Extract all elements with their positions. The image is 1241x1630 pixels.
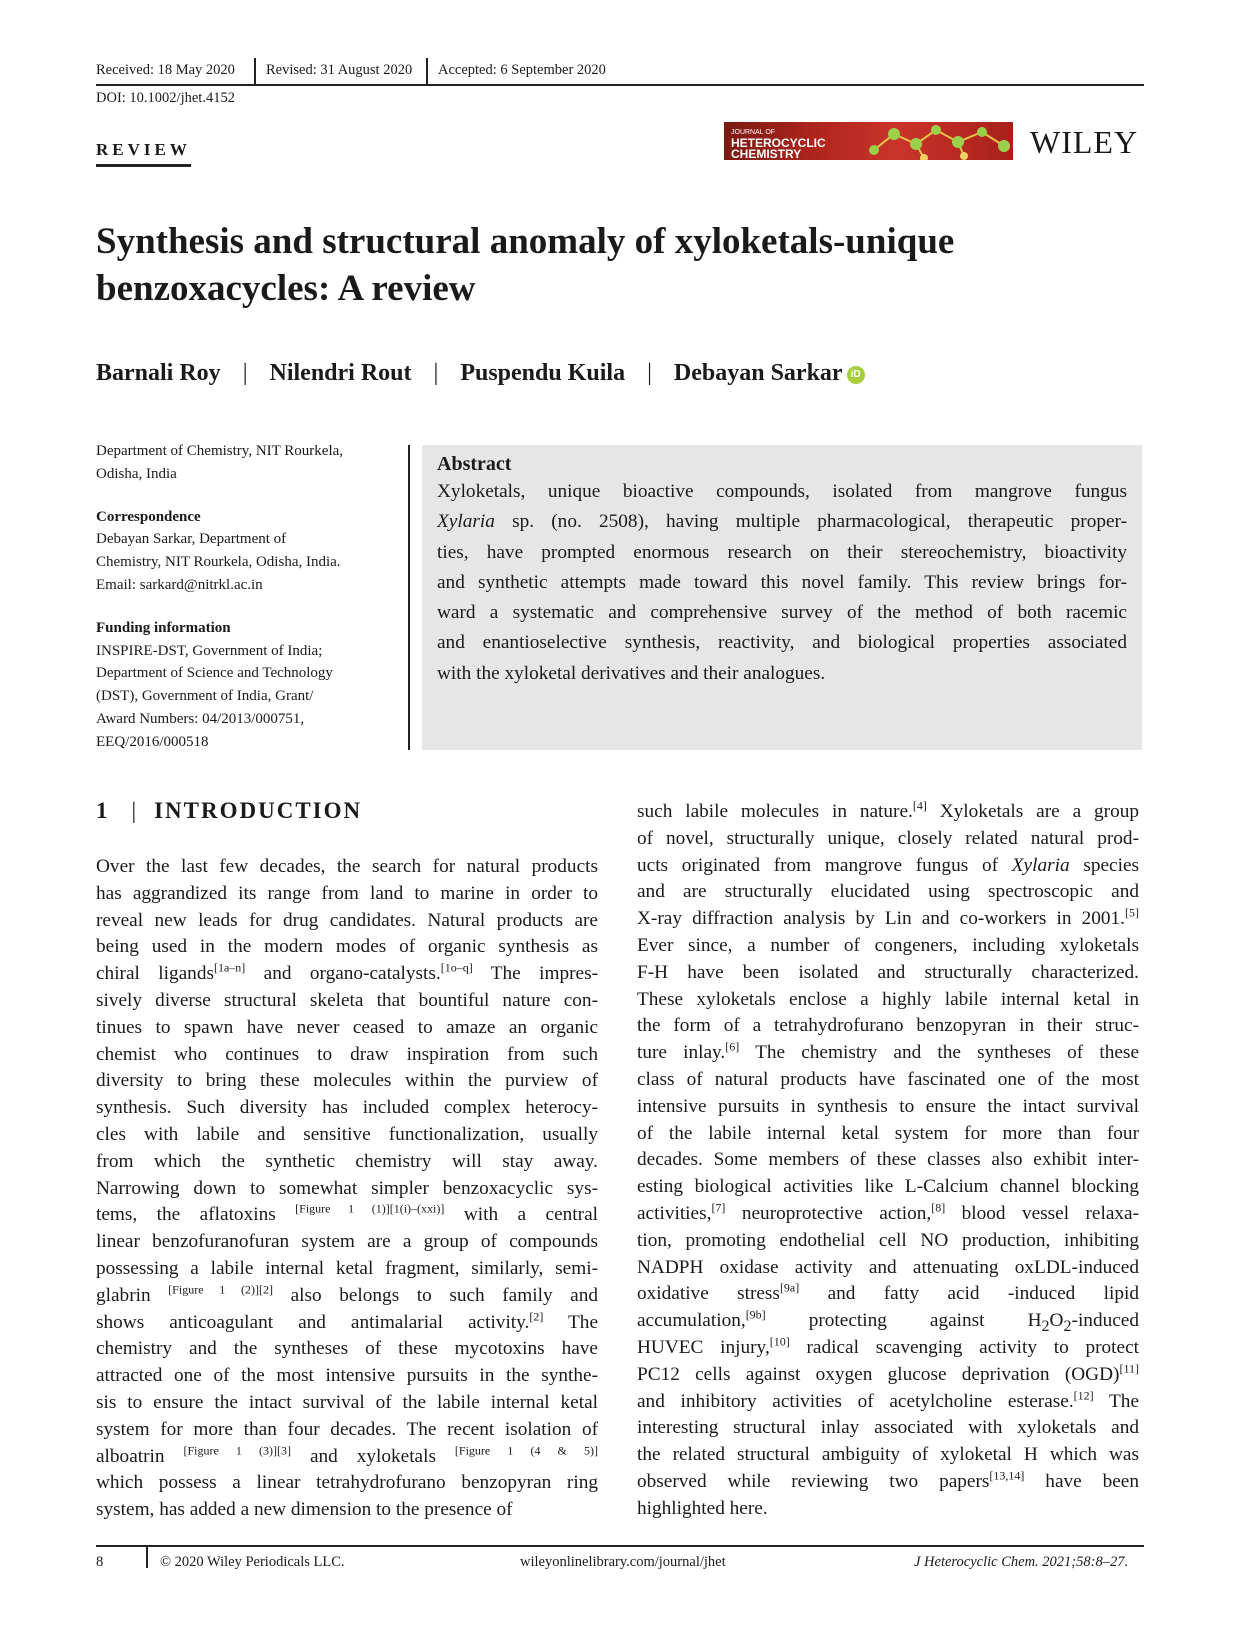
text-line: which possess a linear tetrahydrofurano benzopyran ring bbox=[96, 1472, 598, 1494]
journal-logo-small: JOURNAL OF bbox=[731, 129, 776, 136]
text-line: oxidative stress[9a] and fatty acid -induced lipid bbox=[637, 1280, 1140, 1305]
text-line: F-H have been isolated and structurally characterized. bbox=[637, 961, 1139, 983]
affiliation: Department of Chemistry, NIT Rourkela, Odisha, India bbox=[96, 443, 344, 482]
text-line: linear benzofuranofuran system are a group of compounds bbox=[96, 1231, 598, 1253]
citation: J Heterocyclic Chem. 2021;58:8–27. bbox=[914, 1554, 1129, 1570]
text-line: glabrin [Figure 1 (2)][2] also belongs to such family and bbox=[96, 1282, 598, 1306]
text-line: of novel, structurally unique, closely related natural prod- bbox=[637, 827, 1139, 849]
section-title: INTRODUCTION bbox=[154, 798, 363, 823]
text-line: cles with labile and sensitive functionalization, usually bbox=[96, 1123, 598, 1145]
divider bbox=[408, 445, 410, 750]
text-line: tems, the aflatoxins [Figure 1 (1)][1(i)–(xxi)] with a central bbox=[96, 1201, 598, 1226]
text-line: highlighted here. bbox=[637, 1497, 768, 1519]
body-column-left bbox=[96, 854, 598, 1524]
text-line: and enantioselective synthesis, reactivity, and biological properties associated bbox=[437, 632, 1127, 654]
text-line: HUVEC injury,[10] radical scavenging activity to protect bbox=[637, 1334, 1139, 1358]
body-column-right bbox=[637, 799, 1139, 1523]
text-line: accumulation,[9b] protecting against $H_2O_2$-induced bbox=[637, 1307, 1139, 1335]
author-list: Barnali Roy | Nilendri Rout | Puspendu Kuila | Debayan Sarkar iD bbox=[96, 360, 865, 387]
text-line: diversity to bring these molecules within the purview of bbox=[96, 1070, 598, 1092]
text-line: tinues to spawn have never ceased to amaze an organic bbox=[96, 1016, 598, 1038]
divider bbox=[254, 58, 256, 84]
article-info bbox=[96, 440, 396, 774]
text-line: alboatrin [Figure 1 (3)][3] and xyloketals [Figure 1 (4 & 5)] bbox=[96, 1443, 598, 1467]
email-link[interactable]: Email: sarkard@nitrkl.ac.in bbox=[96, 576, 263, 593]
text-line: synthesis. Such diversity has included complex heterocy- bbox=[96, 1097, 598, 1119]
author-name[interactable]: Debayan Sarkar bbox=[673, 360, 843, 386]
text-line: Narrowing down to somewhat simpler benzoxacyclic sys- bbox=[96, 1177, 598, 1199]
text-line: reveal new leads for drug candidates. Natural products are bbox=[96, 909, 598, 931]
copyright: © 2020 Wiley Periodicals LLC. bbox=[160, 1554, 345, 1570]
section-number: 1 bbox=[96, 798, 110, 823]
author-name[interactable]: Barnali Roy bbox=[96, 360, 221, 386]
journal-logo-line2: CHEMISTRY bbox=[731, 147, 802, 160]
text-line: X-ray diffraction analysis by Lin and co-workers in 2001.[5] bbox=[637, 905, 1139, 930]
text-line: chemistry and the syntheses of these mycotoxins have bbox=[96, 1338, 598, 1360]
orcid-icon[interactable]: iD bbox=[847, 366, 865, 384]
text-line: interesting structural inlay associated with xyloketals and bbox=[637, 1417, 1139, 1439]
text-line: decades. Some members of these classes also exhibit inter- bbox=[637, 1149, 1139, 1171]
correspondence-heading: Correspondence bbox=[96, 508, 201, 525]
section-heading: 1 | INTRODUCTION bbox=[96, 798, 363, 823]
text-line: and are structurally elucidated using spectroscopic and bbox=[637, 881, 1139, 903]
article-type: REVIEW bbox=[96, 140, 191, 167]
abstract-body bbox=[437, 479, 1127, 691]
text-line: Xyloketals, unique bioactive compounds, isolated from mangrove fungus bbox=[437, 481, 1127, 502]
text-line: and inhibitory activities of acetylcholine esterase.[12] The bbox=[637, 1388, 1139, 1412]
correspondence: Correspondence Debayan Sarkar, Department of Chemistry, NIT Rourkela, Odisha, India. Email: sarkard@nitrkl.ac.in bbox=[96, 506, 396, 597]
text-line: and synthetic attempts made toward this novel family. This review brings for- bbox=[437, 571, 1127, 593]
journal-url[interactable]: wileyonlinelibrary.com/journal/jhet bbox=[520, 1554, 726, 1570]
text-line: These xyloketals enclose a highly labile internal ketal in bbox=[637, 988, 1139, 1010]
article-title: Synthesis and structural anomaly of xyloketals-unique benzoxacycles: A review bbox=[96, 221, 955, 309]
text-line: attracted one of the most intensive pursuits in the synthe- bbox=[96, 1365, 598, 1387]
text-line: ties, have prompted enormous research on their stereochemistry, bioactivity bbox=[437, 541, 1127, 563]
text-line: observed while reviewing two papers[13,14] have been bbox=[637, 1468, 1140, 1492]
text-line: has aggrandized its range from land to marine in order to bbox=[96, 882, 598, 904]
received-date: Received: 18 May 2020 bbox=[96, 62, 235, 78]
text-line: being used in the modern modes of organic synthesis as bbox=[96, 936, 598, 958]
text-line: sively diverse structural skeleta that bountiful nature con- bbox=[96, 989, 598, 1011]
text-line: shows anticoagulant and antimalarial activity.[2] The bbox=[96, 1309, 598, 1333]
author-name[interactable]: Nilendri Rout bbox=[269, 360, 412, 386]
doi[interactable]: DOI: 10.1002/jhet.4152 bbox=[96, 90, 235, 106]
divider bbox=[146, 1546, 148, 1568]
footer-rule bbox=[96, 1545, 1144, 1547]
author-name[interactable]: Puspendu Kuila bbox=[460, 360, 626, 386]
text-line: chemist who continues to draw inspiration from such bbox=[96, 1043, 598, 1065]
text-line: possessing a labile internal ketal fragment, similarly, semi- bbox=[96, 1257, 598, 1279]
text-line: of the labile internal ketal system for more than four bbox=[637, 1122, 1139, 1144]
text-line: intensive pursuits in synthesis to ensure the intact survival bbox=[637, 1095, 1139, 1117]
text-line: Xylaria sp. (no. 2508), having multiple pharmacological, therapeutic proper- bbox=[437, 511, 1127, 533]
journal-logo-line1: HETEROCYCLIC bbox=[731, 136, 826, 150]
text-line: ward a systematic and comprehensive survey of the method of both racemic bbox=[437, 602, 1127, 624]
abstract-heading: Abstract bbox=[437, 453, 512, 475]
text-line: the form of a tetrahydrofurano benzopyran in their struc- bbox=[637, 1015, 1139, 1037]
text-line: activities,[7] neuroprotective action,[8] blood vessel relaxa- bbox=[637, 1200, 1140, 1224]
text-line: chiral ligands[1a–n] and organo-catalysts.[1o–q] The impres- bbox=[96, 960, 598, 985]
text-line: ucts originated from mangrove fungus of Xylaria species bbox=[637, 854, 1140, 876]
revised-date: Revised: 31 August 2020 bbox=[266, 62, 413, 78]
text-line: the related structural ambiguity of xyloketal H which was bbox=[637, 1444, 1139, 1466]
publisher-logo: WILEY bbox=[1030, 124, 1139, 160]
text-line: with the xyloketal derivatives and their analogues. bbox=[437, 662, 826, 684]
molecule-graphic bbox=[864, 122, 1013, 160]
divider bbox=[426, 58, 428, 84]
text-line: such labile molecules in nature.[4] Xyloketals are a group bbox=[637, 798, 1139, 822]
text-line: esting biological activities like L-Calcium channel blocking bbox=[637, 1176, 1139, 1198]
text-line: class of natural products have fascinated one of the most bbox=[637, 1068, 1139, 1090]
text-line: Over the last few decades, the search for natural products bbox=[96, 856, 598, 877]
page-number: 8 bbox=[96, 1554, 104, 1570]
text-line: PC12 cells against oxygen glucose deprivation (OGD)[11] bbox=[637, 1361, 1139, 1385]
text-line: tion, promoting endothelial cell NO production, inhibiting bbox=[637, 1229, 1139, 1251]
text-line: NADPH oxidase activity and attenuating oxLDL-induced bbox=[637, 1256, 1139, 1278]
text-line: Ever since, a number of congeners, including xyloketals bbox=[637, 934, 1139, 956]
text-line: from which the synthetic chemistry will stay away. bbox=[96, 1150, 598, 1172]
text-line: system for more than four decades. The recent isolation of bbox=[96, 1418, 598, 1440]
journal-logo bbox=[724, 122, 1013, 160]
article-history-bar bbox=[96, 58, 1144, 86]
accepted-date: Accepted: 6 September 2020 bbox=[438, 62, 606, 78]
funding-heading: Funding information bbox=[96, 619, 231, 636]
funding-info: Funding information INSPIRE-DST, Government of India; Department of Science and Technology (DST), Government of India, Grant/ Award Numbers: 04/2013/000751, EEQ/2016/000518 bbox=[96, 617, 396, 754]
text-line: sis to ensure the intact survival of the labile internal ketal bbox=[96, 1391, 598, 1413]
text-line: ture inlay.[6] The chemistry and the syntheses of these bbox=[637, 1039, 1139, 1064]
text-line: system, has added a new dimension to the presence of bbox=[96, 1499, 513, 1521]
